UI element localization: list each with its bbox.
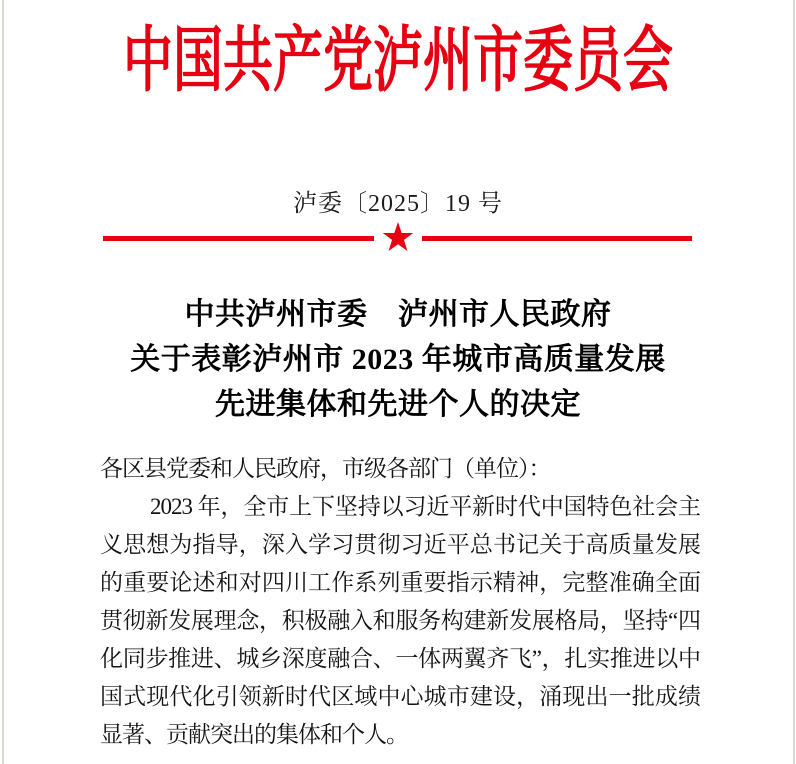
document-title xyxy=(0,292,796,427)
divider-line-right xyxy=(422,236,693,241)
body-line: 义思想为指导，深入学习贯彻习近平总书记关于高质量发展 xyxy=(100,532,700,557)
letterhead xyxy=(0,20,796,101)
red-star-icon xyxy=(380,221,416,255)
red-divider xyxy=(103,221,692,255)
title-line-3: 先进集体和先进个人的决定 xyxy=(215,388,581,421)
body-line: 显著、贡献突出的集体和个人。 xyxy=(100,722,408,747)
divider-line-left xyxy=(103,236,374,241)
body-line: 2023 年，全市上下坚持以习近平新时代中国特色社会主 xyxy=(150,494,700,519)
body-line: 化同步推进、城乡深度融合、一体两翼齐飞”，扎实推进以中 xyxy=(100,646,700,671)
title-line-1: 中共泸州市委 泸州市人民政府 xyxy=(184,298,612,331)
title-line-2: 关于表彰泸州市 2023 年城市高质量发展 xyxy=(130,343,666,376)
issuer-name: 中国共产党泸州市委员会 xyxy=(123,20,673,101)
body-line: 的重要论述和对四川工作系列重要指示精神，完整准确全面 xyxy=(100,570,700,595)
document-body xyxy=(100,450,700,754)
body-line: 国式现代化引领新时代区域中心城市建设，涌现出一批成绩 xyxy=(100,684,700,709)
body-line: 贯彻新发展理念，积极融入和服务构建新发展格局，坚持“四 xyxy=(100,608,700,633)
document-number: 泸委〔2025〕19 号 xyxy=(293,191,503,217)
salutation-line: 各区县党委和人民政府，市级各部门（单位）： xyxy=(100,456,551,481)
